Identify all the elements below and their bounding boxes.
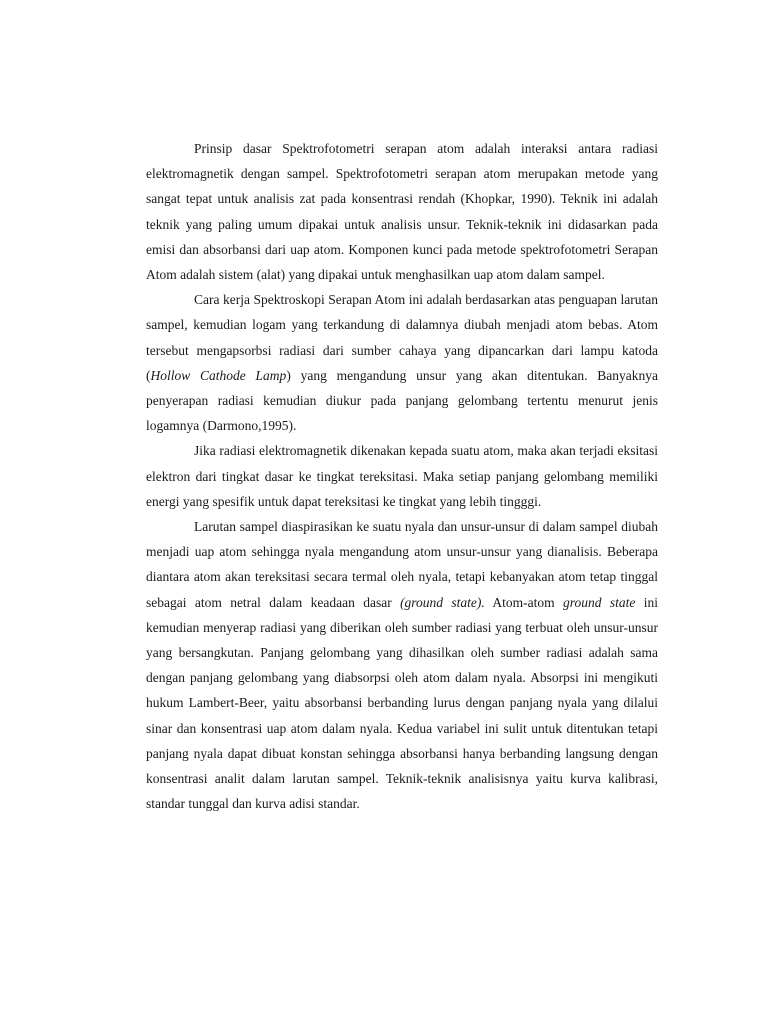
paragraph-aas-working-method bbox=[146, 287, 658, 438]
body-text bbox=[146, 136, 658, 816]
italic-term: ground state bbox=[563, 594, 636, 610]
text-run: ) yang mengandung unsur yang akan ditentukan. Banyaknya penyerapan radiasi kemudian diukur pada panjang gelombang tertentu menurut jenis logamnya (Darmono,1995). bbox=[146, 367, 658, 434]
text-run: Jika radiasi elektromagnetik dikenakan kepada suatu atom, maka akan terjadi eksitasi elektron dari tingkat dasar ke tingkat tereksitasi. Maka setiap panjang gelombang memiliki energi yang spesifik untuk dapat tereksitasi ke tingkat yang lebih tingggi. bbox=[146, 443, 658, 509]
text-run: ini kemudian menyerap radiasi yang diberikan oleh sumber radiasi yang terbuat oleh unsur-unsur yang bersangkutan. Panjang gelombang yang dihasilkan oleh sumber radiasi adalah sama dengan panjang gelombang yang diabsorpsi oleh atom dalam nyala. Absorpsi ini mengikuti hukum Lambert-Beer, yaitu absorbansi berbanding lurus dengan panjang nyala yang dilalui sinar dan konsentrasi uap atom dalam nyala. Kedua variabel ini sulit untuk ditentukan tetapi panjang nyala dapat dibuat konstan sehingga absorbansi hanya berbanding langsung dengan konsentrasi analit dalam larutan sampel. Teknik-teknik analisisnya yaitu kurva kalibrasi, standar tunggal dan kurva adisi standar. bbox=[146, 594, 658, 812]
text-run: Prinsip dasar Spektrofotometri serapan atom adalah interaksi antara radiasi elektromagnetik dengan sampel. Spektrofotometri serapan atom merupakan metode yang sangat tepat untuk analisis zat pada konsentrasi rendah (Khopkar, 1990). Teknik ini adalah teknik yang paling umum dipakai untuk analisis unsur. Teknik-teknik ini didasarkan pada emisi dan absorbansi dari uap atom. Komponen kunci pada metode spektrofotometri Serapan Atom adalah sistem (alat) yang dipakai untuk menghasilkan uap atom dalam sampel. bbox=[146, 141, 658, 283]
text-run: Larutan sampel diaspirasikan ke suatu nyala dan unsur-unsur di dalam sampel diubah menjadi uap atom sehingga nyala mengandung atom unsur-unsur yang dianalisis. Beberapa diantara atom akan tereksitasi secara termal oleh nyala, tetapi kebanyakan atom tetap tinggal sebagai atom netral dalam keadaan dasar bbox=[146, 519, 658, 610]
paragraph-sample-aspiration bbox=[146, 514, 658, 816]
paragraph-aas-principle bbox=[146, 136, 658, 287]
italic-term: Hollow Cathode Lamp bbox=[150, 367, 287, 383]
italic-term: (ground state). bbox=[400, 594, 485, 610]
text-run: Atom-atom bbox=[484, 594, 564, 610]
paragraph-electron-excitation bbox=[146, 438, 658, 514]
text-run: Cara kerja Spektroskopi Serapan Atom ini adalah berdasarkan atas penguapan larutan sampel, kemudian logam yang terkandung di dalamnya diubah menjadi atom bebas. Atom tersebut mengapsorbsi radiasi dari sumber cahaya yang dipancarkan dari lampu katoda ( bbox=[146, 292, 658, 383]
